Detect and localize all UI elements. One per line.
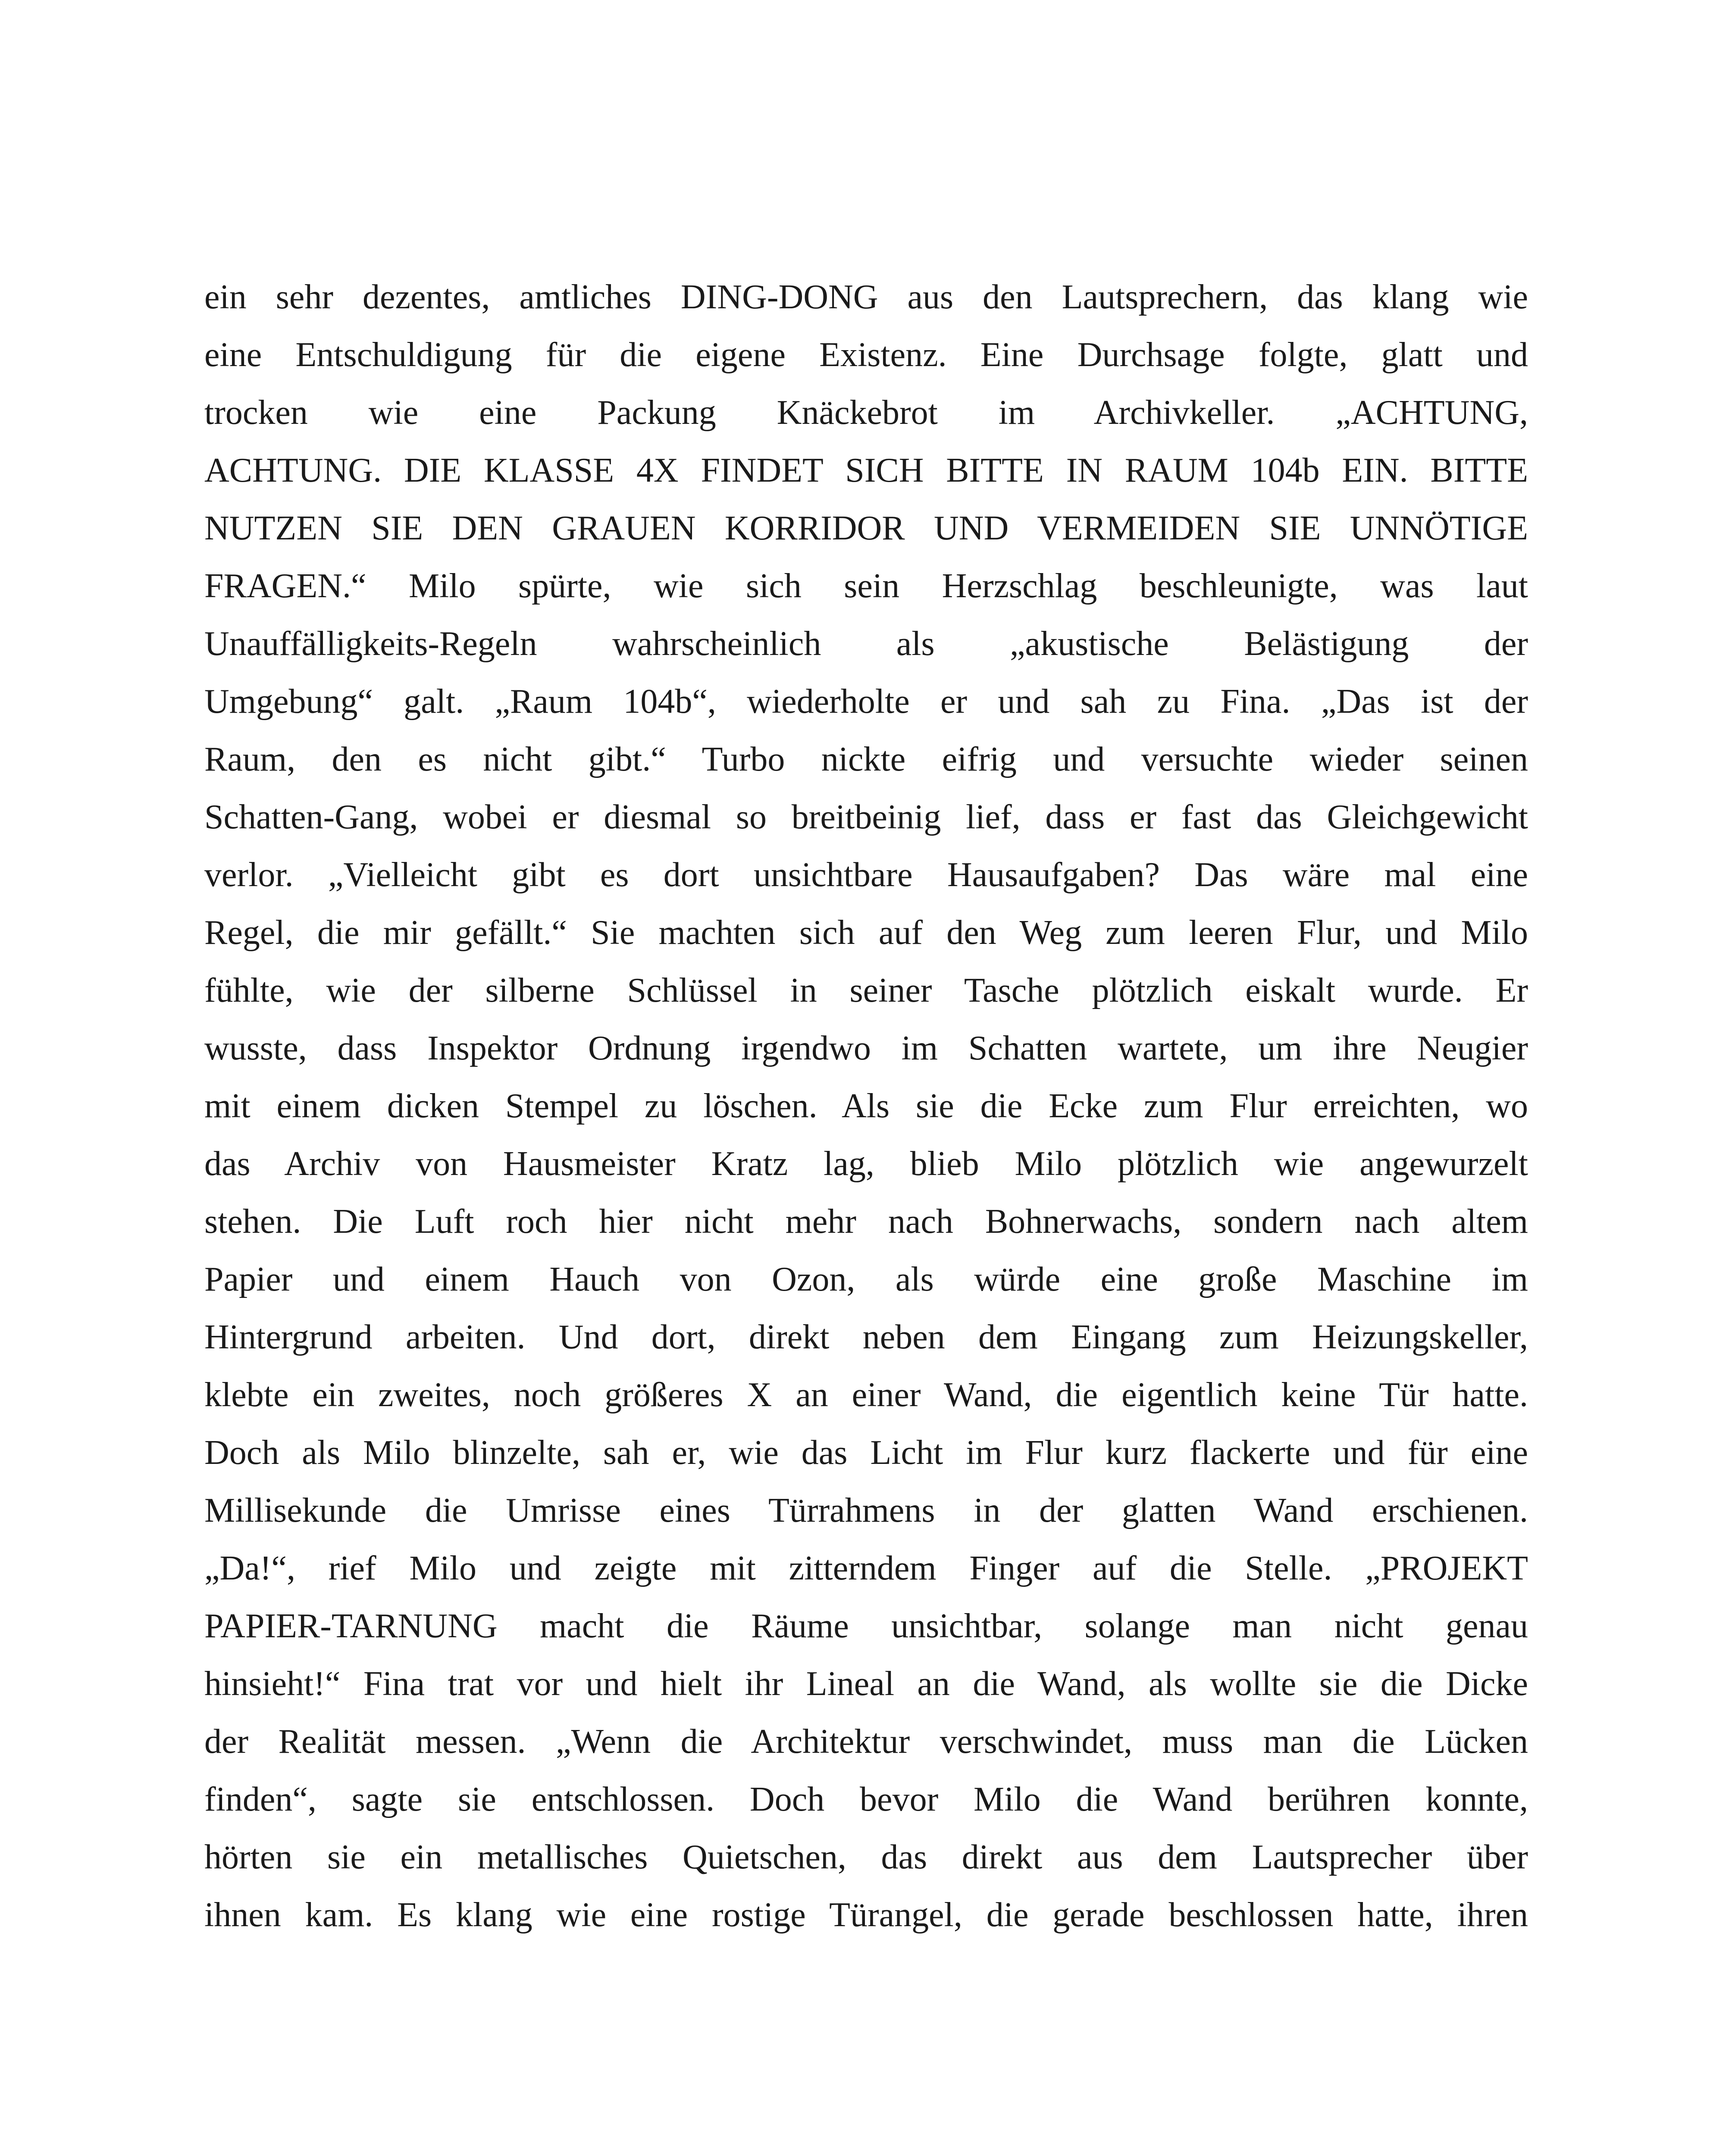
text-line: Raum, den es nicht gibt.“ Turbo nickte eifrig und versuchte wieder seinen	[204, 740, 1528, 778]
text-line: der Realität messen. „Wenn die Architektur verschwindet, muss man die Lücken	[204, 1723, 1528, 1761]
text-line: hörten sie ein metallisches Quietschen, das direkt aus dem Lautsprecher über	[204, 1838, 1528, 1876]
text-line: Regel, die mir gefällt.“ Sie machten sich auf den Weg zum leeren Flur, und Milo	[204, 914, 1528, 952]
text-line: mit einem dicken Stempel zu löschen. Als sie die Ecke zum Flur erreichten, wo	[204, 1087, 1528, 1125]
text-line: Unauffälligkeits-Regeln wahrscheinlich als „akustische Belästigung der	[204, 625, 1528, 663]
text-line: ihnen kam. Es klang wie eine rostige Türangel, die gerade beschlossen hatte, ihren	[204, 1896, 1528, 1934]
text-line: ein sehr dezentes, amtliches DING-DONG aus den Lautsprechern, das klang wie	[204, 278, 1528, 316]
text-line: wusste, dass Inspektor Ordnung irgendwo im Schatten wartete, um ihre Neugier	[204, 1029, 1528, 1067]
body-text	[204, 268, 1528, 1944]
text-line: ACHTUNG. DIE KLASSE 4X FINDET SICH BITTE IN RAUM 104b EIN. BITTE	[204, 451, 1528, 489]
text-line: verlor. „Vielleicht gibt es dort unsichtbare Hausaufgaben? Das wäre mal eine	[204, 856, 1528, 894]
text-line: hinsieht!“ Fina trat vor und hielt ihr Lineal an die Wand, als wollte sie die Dicke	[204, 1665, 1528, 1703]
text-line: eine Entschuldigung für die eigene Existenz. Eine Durchsage folgte, glatt und	[204, 336, 1528, 374]
text-line: Schatten-Gang, wobei er diesmal so breitbeinig lief, dass er fast das Gleichgewicht	[204, 798, 1528, 836]
text-line: trocken wie eine Packung Knäckebrot im Archivkeller. „ACHTUNG,	[204, 394, 1528, 432]
text-line: stehen. Die Luft roch hier nicht mehr nach Bohnerwachs, sondern nach altem	[204, 1203, 1528, 1241]
text-line: NUTZEN SIE DEN GRAUEN KORRIDOR UND VERMEIDEN SIE UNNÖTIGE	[204, 509, 1528, 547]
text-line: fühlte, wie der silberne Schlüssel in seiner Tasche plötzlich eiskalt wurde. Er	[204, 971, 1528, 1009]
text-line: Millisekunde die Umrisse eines Türrahmens in der glatten Wand erschienen.	[204, 1492, 1528, 1529]
text-line: das Archiv von Hausmeister Kratz lag, blieb Milo plötzlich wie angewurzelt	[204, 1145, 1528, 1183]
text-line: PAPIER-TARNUNG macht die Räume unsichtbar, solange man nicht genau	[204, 1607, 1528, 1645]
text-line: Doch als Milo blinzelte, sah er, wie das Licht im Flur kurz flackerte und für eine	[204, 1434, 1528, 1472]
text-line: klebte ein zweites, noch größeres X an einer Wand, die eigentlich keine Tür hatte.	[204, 1376, 1528, 1414]
text-line: finden“, sagte sie entschlossen. Doch bevor Milo die Wand berühren konnte,	[204, 1780, 1528, 1818]
text-line: Umgebung“ galt. „Raum 104b“, wiederholte er und sah zu Fina. „Das ist der	[204, 683, 1528, 721]
text-line: Hintergrund arbeiten. Und dort, direkt neben dem Eingang zum Heizungskeller,	[204, 1318, 1528, 1356]
text-line: Papier und einem Hauch von Ozon, als würde eine große Maschine im	[204, 1260, 1528, 1298]
text-line: „Da!“, rief Milo und zeigte mit zitterndem Finger auf die Stelle. „PROJEKT	[204, 1549, 1528, 1587]
text-line: FRAGEN.“ Milo spürte, wie sich sein Herzschlag beschleunigte, was laut	[204, 567, 1528, 605]
